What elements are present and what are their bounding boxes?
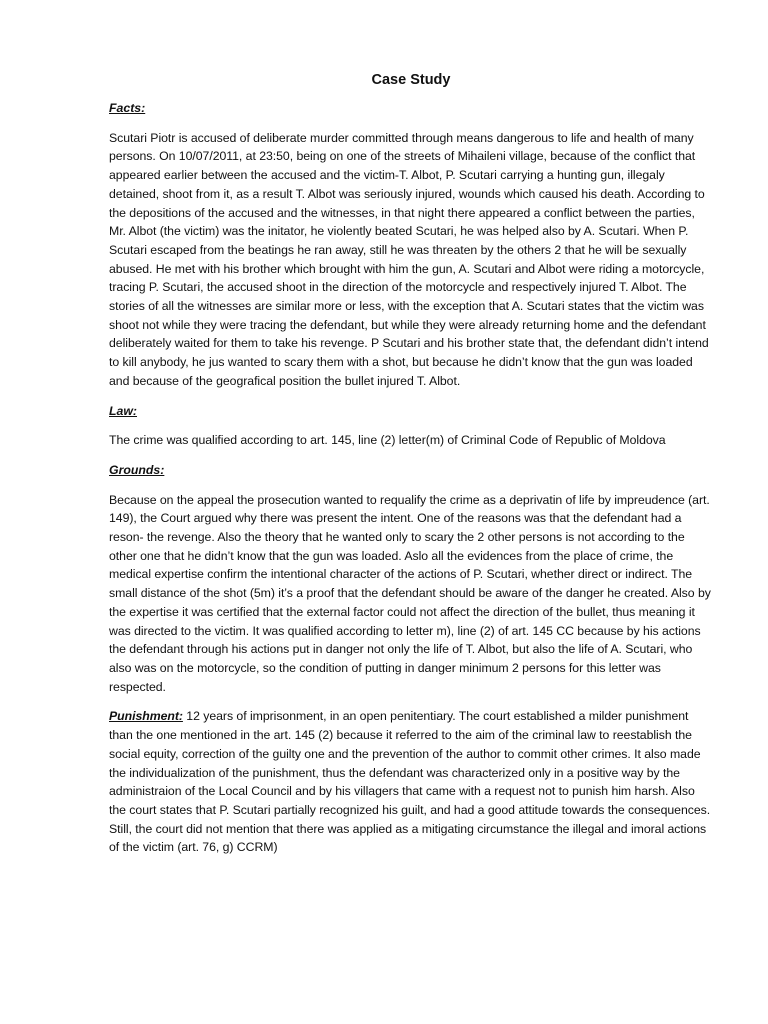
facts-heading: Facts: [109, 101, 146, 115]
document-page [109, 70, 713, 868]
grounds-heading: Grounds: [109, 462, 165, 477]
punishment-text: 12 years of imprisonment, in an open penitentiary. The court established a milder punishment than the one mentioned in the art. 145 (2) because it referred to the aim of the criminal law to reestablish the social equity, correction of the guilty one and the prevention of the author to commit other crimes. It also made the individualization of the punishment, thus the defendant was characterized only in a positive way by the administraion of the Local Council and by his villagers that came with a request not to punish him harsh. Also the court states that P. Scutari partially recognized his guilt, and had a good attitude towards the consequences. Still, the court did not mention that there was applied as a mitigating circumstance the illegal and imoral actions of the victim (art. 76, g) CCRM) [109, 709, 711, 855]
punishment-heading: Punishment: [109, 709, 183, 724]
punishment-paragraph [109, 707, 713, 857]
grounds-paragraph: Because on the appeal the prosecution wanted to requalify the crime as a deprivatin of life by impreudence (art. 149), the Court argued why there was present the intent. One of the reasons was that the defendant had a reson- the revenge. Also the theory that he wanted only to scary the 2 other persons is not according to the other one that he didn’t know that the gun was loaded. Aslo all the evidences from the place of crime, the medical expertise confirm the intentional character of the actions of P. Scutari, whether direct or indirect. The small distance of the shot (5m) it’s a proof that the defendant should be aware of the danger he created. Also by the expertise it was certified that the external factor could not affect the direction of the bullet, thus meaning it was directed to the victim. It was qualified according to letter m), line (2) of art. 145 CC because by his actions the defendant through his actions put in danger not only the life of T. Albot, but also the life of A. Scutari, who also was on the motorcycle, so the condition of putting in danger minimum 2 persons for this letter was respected. [109, 492, 711, 694]
law-paragraph: The crime was qualified according to art. 145, line (2) letter(m) of Criminal Code of Republic of Moldova [109, 433, 666, 448]
document-title: Case Study [371, 72, 451, 88]
law-heading: Law: [109, 403, 138, 418]
facts-paragraph: Scutari Piotr is accused of deliberate murder committed through means dangerous to life and health of many persons. On 10/07/2011, at 23:50, being on one of the streets of Mihaileni village, because of the conflict that appeared earlier between the accused and the victim-T. Albot, P. Scutari carrying a hunting gun, illegaly detained, shoot from it, as a result T. Albot was seriously injured, wounds which caused his death. According to the depositions of the accused and the witnesses, in that night there appeared a conflict between the parties, Mr. Albot (the victim) was the initator, he violently beated Scutari, he was helped also by A. Scutari. When P. Scutari escaped from the beatings he ran away, still he was threaten by the others 2 that he will be sexually abused. He met with his brother which brought with him the gun, A. Scutari and Albot were riding a motorcycle, tracing P. Scutari, the accused shoot in the direction of the motorcycle and respectively injured T. Albot. The stories of all the witnesses are similar more or less, with the exception that A. Scutari states that the victim was shoot not while they were tracing the defendant, but while they were already returning home and the defendant deliberately waited for them to take his revenge. P Scutari and his brother state that, the defendant didn’t intend to kill anybody, he jus wanted to scary them with a shot, but because he didn’t know that the gun was loaded and because of the geografical position the bullet injured T. Albot. [109, 130, 709, 388]
